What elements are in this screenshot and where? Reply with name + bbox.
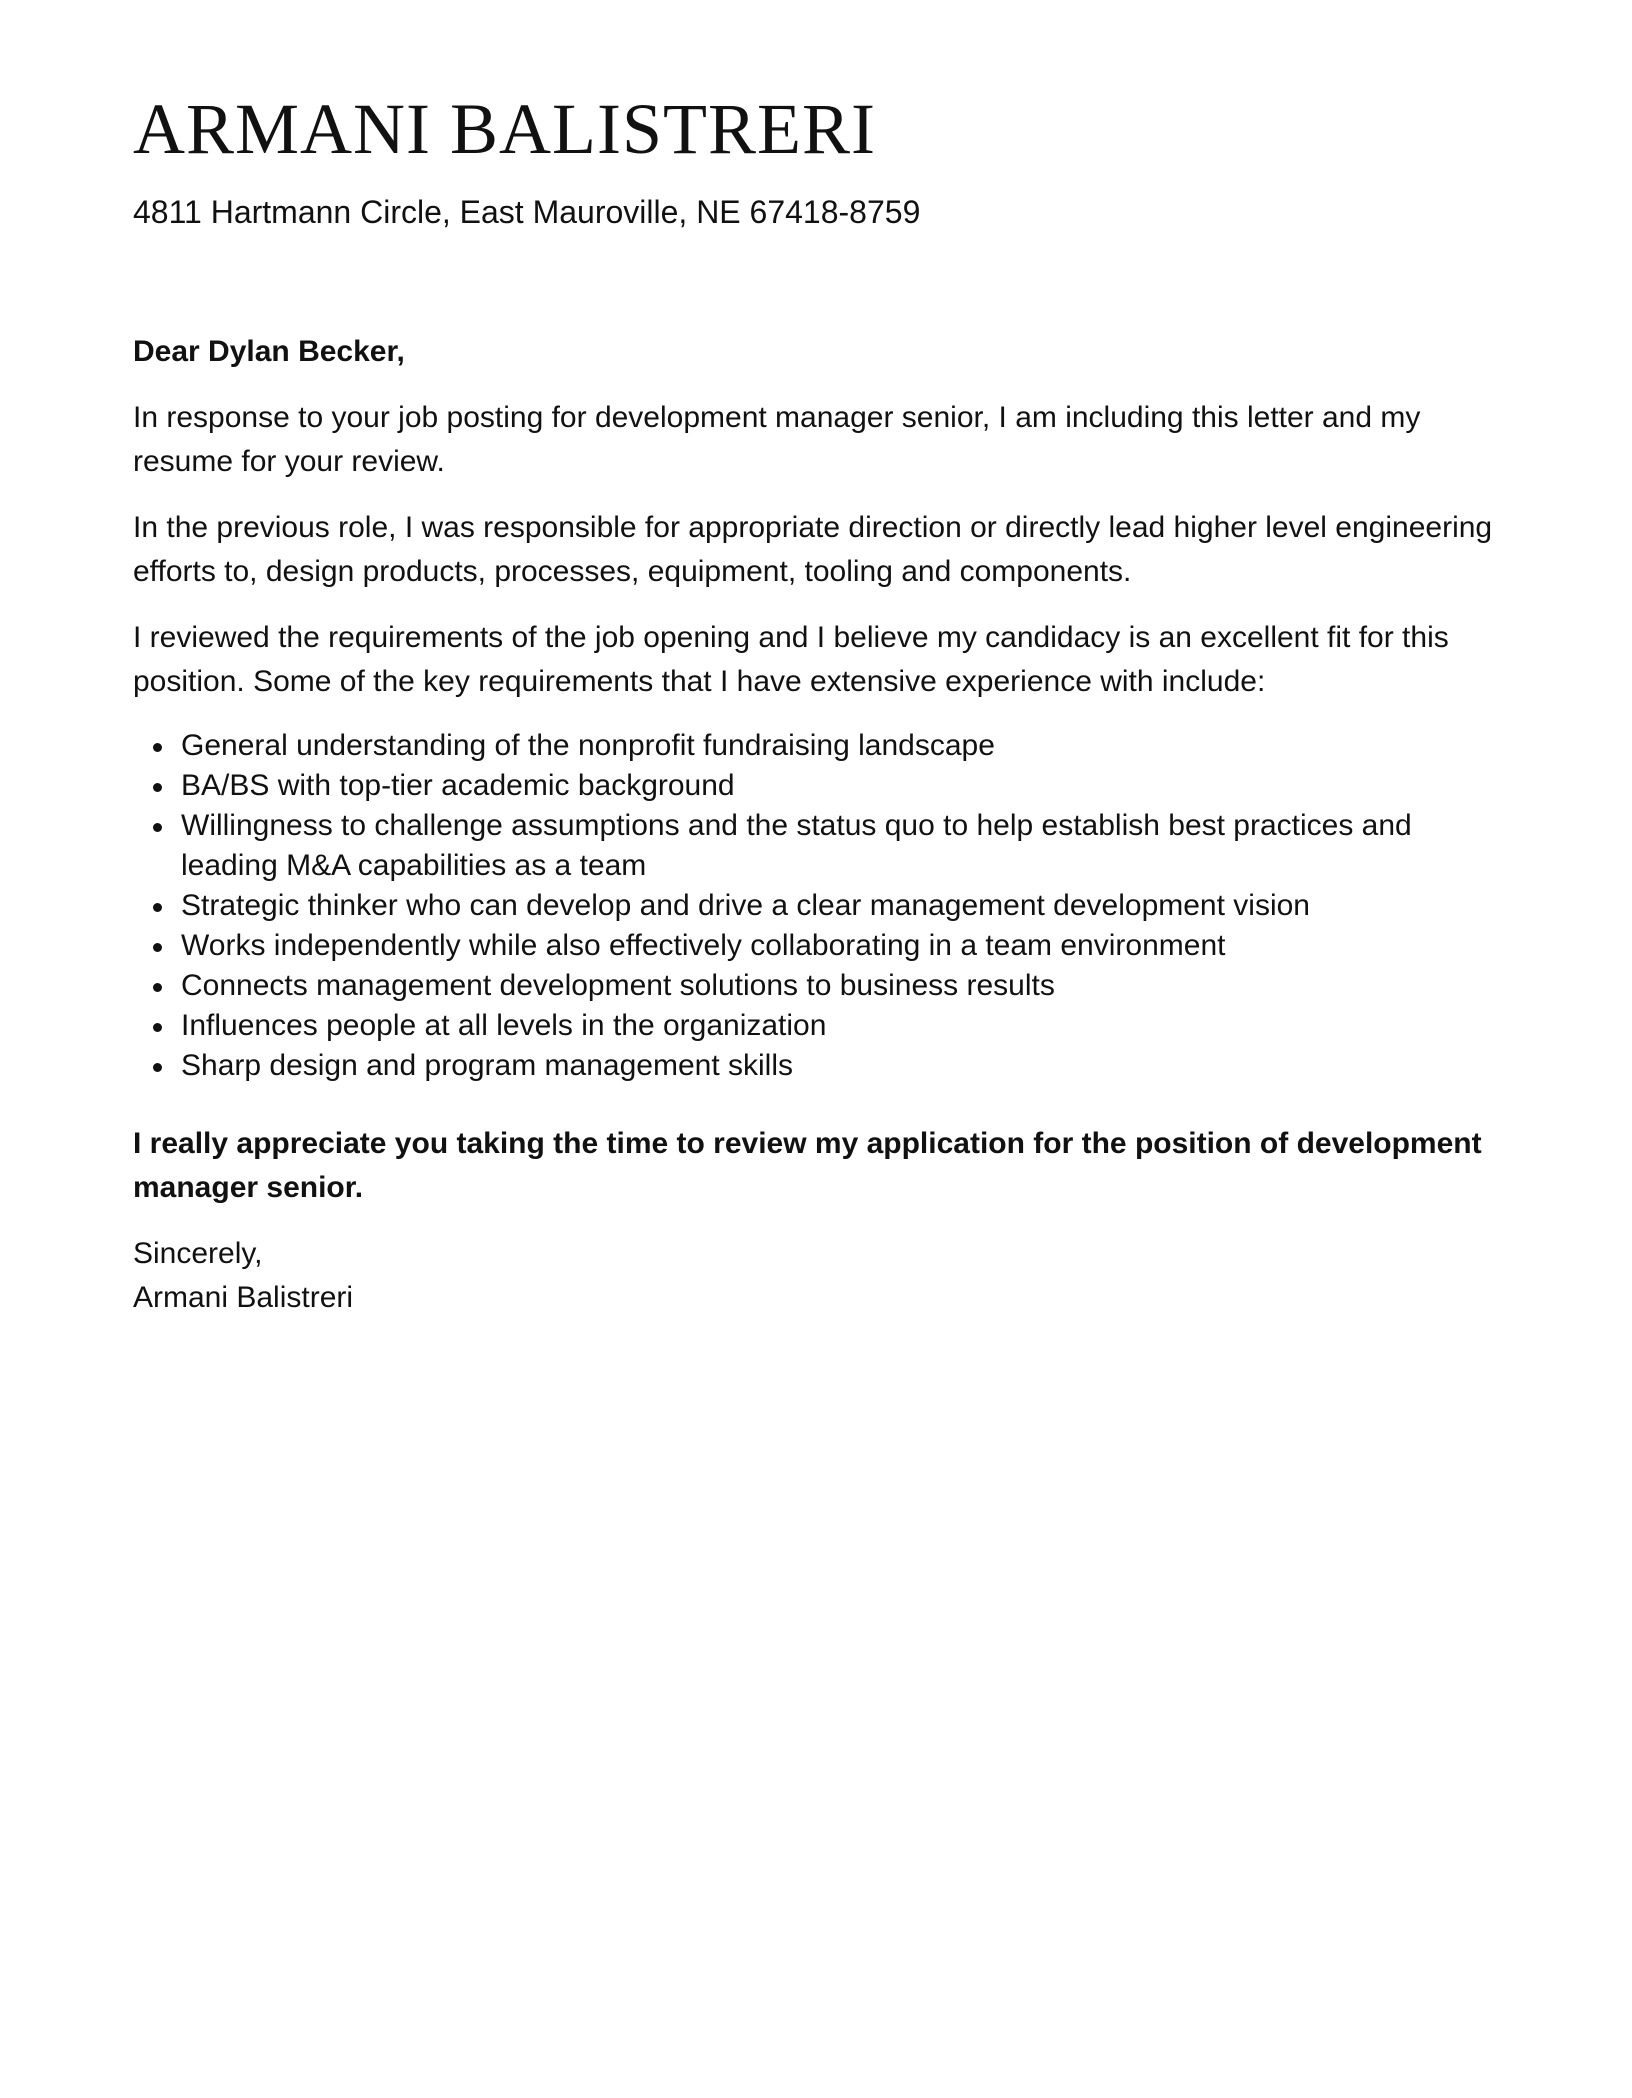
requirement-text: BA/BS with top-tier academic background <box>181 769 735 802</box>
list-item <box>181 766 1499 806</box>
list-item <box>181 1046 1499 1086</box>
applicant-name: ARMANI BALISTRERI <box>133 89 877 169</box>
requirement-text: Influences people at all levels in the organization <box>181 1009 827 1042</box>
experience-paragraph: In the previous role, I was responsible for appropriate direction or directly lead higher level engineering efforts to, design products, processes, equipment, tooling and components. <box>133 511 1493 588</box>
bullet-icon <box>153 903 162 912</box>
requirement-text: Strategic thinker who can develop and drive a clear management development vision <box>181 889 1310 922</box>
requirement-text: Sharp design and program management skills <box>181 1049 793 1082</box>
letter-body <box>133 330 1499 1320</box>
bullet-icon <box>153 743 162 752</box>
list-item <box>181 806 1499 886</box>
requirement-text: General understanding of the nonprofit fundraising landscape <box>181 729 995 762</box>
signoff-block <box>133 1232 1499 1320</box>
list-item <box>181 1006 1499 1046</box>
requirement-text: Willingness to challenge assumptions and the status quo to help establish best practices and leading M&A capabilities as a team <box>181 809 1412 882</box>
bullet-icon <box>153 783 162 792</box>
closing-statement: I really appreciate you taking the time to review my application for the position of development manager senior. <box>133 1127 1482 1204</box>
requirements-intro-paragraph: I reviewed the requirements of the job opening and I believe my candidacy is an excellent fit for this position. Some of the key requirements that I have extensive experience with include: <box>133 621 1449 698</box>
list-item <box>181 966 1499 1006</box>
intro-paragraph: In response to your job posting for development manager senior, I am including this letter and my resume for your review. <box>133 401 1421 478</box>
requirement-text: Connects management development solutions to business results <box>181 969 1055 1002</box>
bullet-icon <box>153 1023 162 1032</box>
list-item <box>181 886 1499 926</box>
bullet-icon <box>153 983 162 992</box>
salutation: Dear Dylan Becker, <box>133 335 405 368</box>
applicant-address: 4811 Hartmann Circle, East Mauroville, NE 67418-8759 <box>133 194 921 230</box>
bullet-icon <box>153 943 162 952</box>
requirements-list <box>133 726 1499 1086</box>
bullet-icon <box>153 823 162 832</box>
signature-name: Armani Balistreri <box>133 1281 354 1314</box>
bullet-icon <box>153 1063 162 1072</box>
list-item <box>181 926 1499 966</box>
signoff-text: Sincerely, <box>133 1237 263 1270</box>
list-item <box>181 726 1499 766</box>
requirement-text: Works independently while also effectively collaborating in a team environment <box>181 929 1226 962</box>
